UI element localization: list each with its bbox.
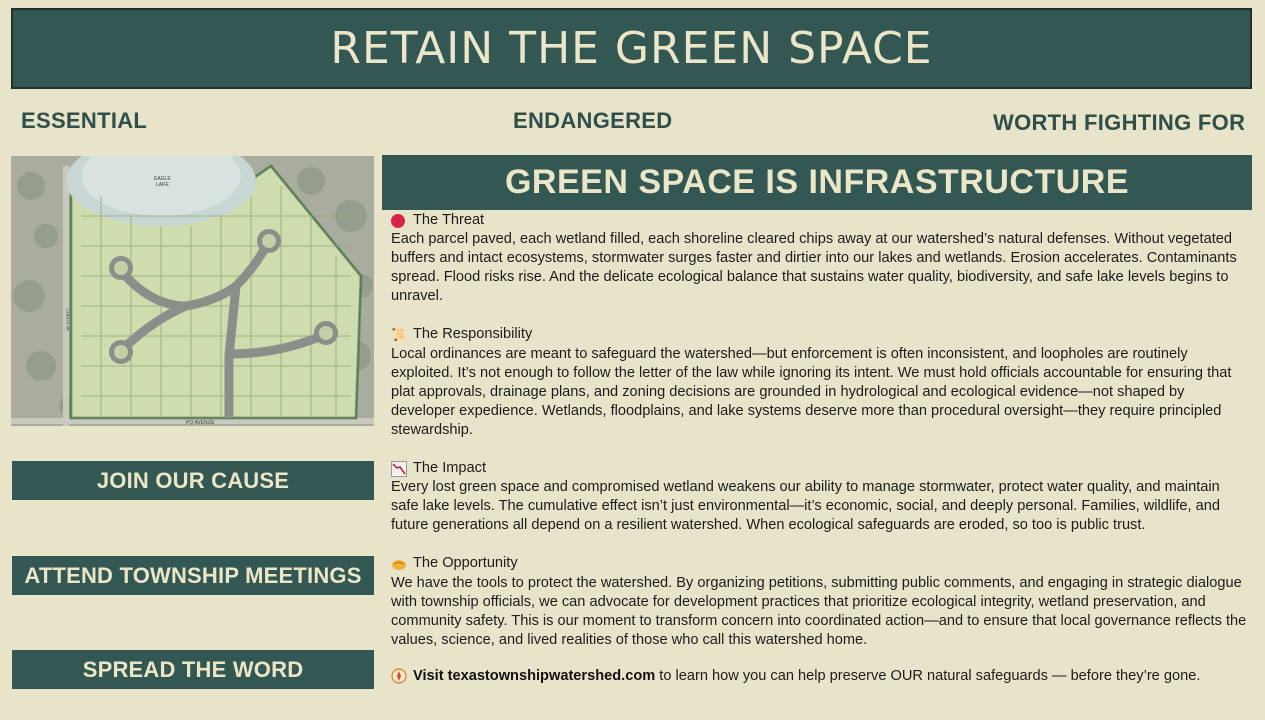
section-title: The Threat	[413, 212, 485, 228]
section-body: Every lost green space and compromised wetland weakens our ability to manage stormwater, protect water quality, and maintain safe lake levels. The cumulative effect isn’t just environmental—it’s economic, social, and deeply personal. Families, wildlife, and future generations all depend on a resilient watershed. When ecological safeguards are eroded, so too is public trust.	[391, 479, 1221, 534]
section-title: The Opportunity	[413, 555, 518, 572]
section-responsibility	[391, 325, 1247, 440]
headline: GREEN SPACE IS INFRASTRUCTURE	[504, 163, 1130, 201]
headline-banner	[382, 155, 1252, 210]
chart-decreasing-icon	[391, 461, 407, 477]
tagline-worth-fighting: WORTH FIGHTING FOR	[993, 110, 1246, 135]
subdivision-plat-map	[11, 156, 374, 426]
attend-township-meetings-button[interactable]: ATTEND TOWNSHIP MEETINGS	[12, 556, 374, 595]
section-impact	[391, 459, 1247, 535]
map-street-left-label: 4th STREET	[65, 308, 70, 331]
section-threat	[391, 211, 1247, 306]
section-opportunity	[391, 554, 1247, 649]
map-lake-label-2: LAKE	[156, 182, 169, 188]
title-banner	[11, 8, 1252, 89]
section-body: We have the tools to protect the watershed. By organizing petitions, submitting public comments, and engaging in strategic dialogue with township officials, we can advocate for development practices that prioritize ecological integrity, wetland preservation, and community safety. This is our moment to transform concern into coordinated action—and to ensure that local governance reflects the values, science, and lived realities of those who call this watershed home.	[391, 574, 1247, 648]
page-title: RETAIN THE GREEN SPACE	[330, 23, 933, 74]
footer-text: to learn how you can help preserve OUR natural safeguards — before they’re gone.	[655, 667, 1201, 684]
map-street-bottom-label: PQ AVENUE	[186, 420, 215, 426]
tagline-endangered: ENDANGERED	[513, 108, 673, 133]
section-title: The Impact	[413, 460, 486, 477]
red-circle-icon	[391, 214, 405, 228]
map-lake-label-1: EAGLE	[154, 176, 171, 182]
section-body: Local ordinances are meant to safeguard the watershed—but enforcement is often inconsistent, and loopholes are routinely exploited. It’s not enough to follow the letter of the law while ignoring its intent. We must hold officials accountable for ensuring that plat approvals, drainage plans, and zoning decisions are grounded in hydrological and ecological evidence—not shaped by developer expedience. Wetlands, floodplains, and lake systems deserve more than procedural oversight—they require principled stewardship.	[391, 345, 1232, 438]
compass-icon	[391, 668, 407, 684]
tagline-essential: ESSENTIAL	[21, 108, 148, 133]
handshake-icon	[391, 556, 407, 572]
main-content	[391, 211, 1247, 686]
spread-the-word-button[interactable]: SPREAD THE WORD	[12, 650, 374, 689]
footer-line	[391, 667, 1247, 686]
scroll-icon: 📜	[391, 327, 408, 343]
section-title: The Responsibility	[413, 326, 533, 343]
website-link[interactable]: Visit texastownshipwatershed.com	[413, 667, 656, 684]
section-body: Each parcel paved, each wetland filled, each shoreline cleared chips away at our watershed’s natural defenses. Without vegetated buffers and intact ecosystems, stormwater surges faster and dirtier into our lakes and wetlands. Erosion accelerates. Contaminants spread. Flood risks rise. And the delicate ecological balance that sustains water quality, biodiversity, and safe lake levels begins to unravel.	[391, 231, 1237, 305]
join-our-cause-button[interactable]: JOIN OUR CAUSE	[12, 461, 374, 500]
